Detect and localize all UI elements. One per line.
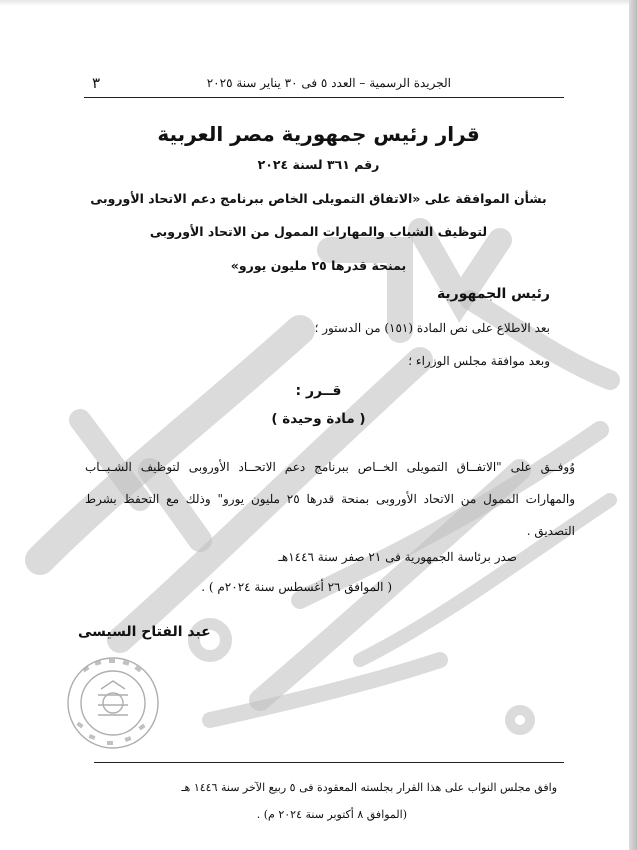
page-number: ٣ — [92, 74, 101, 92]
official-seal-stamp — [63, 653, 163, 753]
header-rule — [84, 97, 564, 98]
decree-subject-line-3: بمنحة قدرها ٢٥ مليون يورو» — [230, 258, 407, 273]
article-text: وُوفــق على "الاتفــاق التمويلى الخــاص ببرنامج دعم الاتحــاد الأوروبى لتوظيف الشـبــاب والمهارات الممول من الاتحاد الأوروبى بمنحة قدرها ٢٥ مليون يورو" وذلك مع التحفظ بشرط التصديق . — [85, 460, 575, 538]
issued-date-gregorian: ( الموافق ٢٦ أغسطس سنة ٢٠٢٤م ) . — [201, 580, 392, 594]
decree-subject-line-1: بشأن الموافقة على «الاتفاق التمويلى الخاص ببرنامج دعم الاتحاد الأوروبى — [90, 191, 547, 206]
footnote-line-1: وافق مجلس النواب على هذا القرار بجلسته المعقودة فى ٥ ربيع الآخر سنة ١٤٤٦ هـ — [181, 781, 557, 794]
decree-number: رقم ٣٦١ لسنة ٢٠٢٤ — [257, 157, 380, 172]
preamble-1: بعد الاطلاع على نص المادة (١٥١) من الدستور ؛ — [314, 321, 550, 335]
article-heading: ( مادة وحيدة ) — [271, 411, 366, 427]
signature-name: عبد الفتاح السيسى — [78, 624, 211, 640]
decree-subject-line-2: لتوظيف الشباب والمهارات الممول من الاتحاد الأوروبى — [149, 224, 488, 239]
footnote-rule — [94, 762, 564, 763]
preamble-2: وبعد موافقة مجلس الوزراء ؛ — [408, 354, 550, 368]
scan-shadow-top — [0, 0, 637, 6]
issuer-heading: رئيس الجمهورية — [436, 286, 550, 302]
footnote-line-2: (الموافق ٨ أكتوبر سنة ٢٠٢٤ م) . — [256, 808, 407, 821]
decree-title: قرار رئيس جمهورية مصر العربية — [157, 122, 480, 146]
header-title: الجريدة الرسمية – العدد ٥ فى ٣٠ يناير سنة ٢٠٢٥ — [206, 76, 451, 90]
decision-heading: قــرر : — [295, 383, 342, 399]
issued-date-hijri: صدر برئاسة الجمهورية فى ٢١ صفر سنة ١٤٤٦هـ — [278, 550, 517, 564]
